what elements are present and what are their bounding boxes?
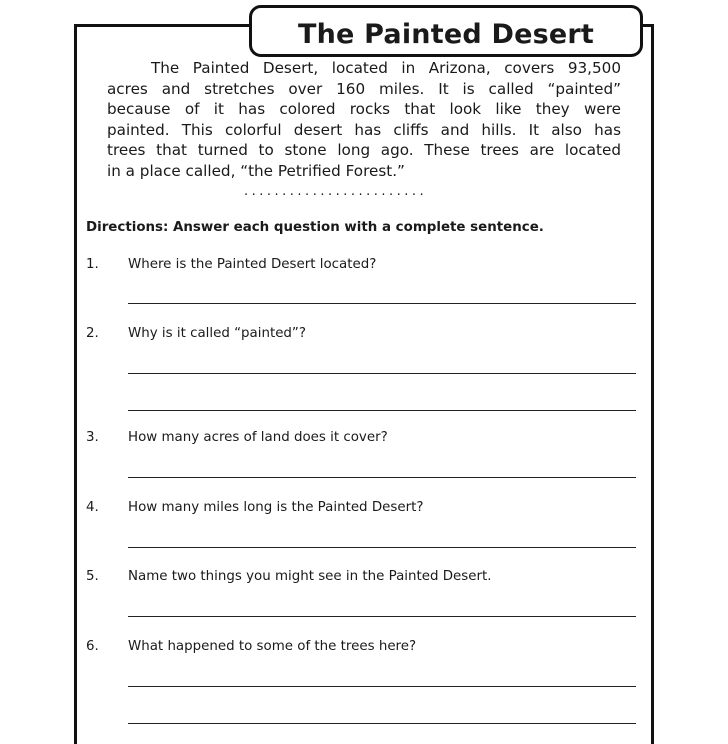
question-3 bbox=[86, 430, 388, 445]
answer-line-6a[interactable] bbox=[128, 686, 636, 687]
question-text: How many acres of land does it cover? bbox=[128, 430, 388, 445]
passage-line: trees that turned to stone long ago. These trees are located bbox=[107, 141, 621, 159]
question-number: 5. bbox=[86, 569, 99, 584]
question-text: Why is it called “painted”? bbox=[128, 326, 306, 341]
question-2 bbox=[86, 326, 306, 341]
answer-line-5[interactable] bbox=[128, 616, 636, 617]
passage-line: painted. This colorful desert has cliffs and hills. It also has bbox=[107, 120, 621, 139]
question-text: How many miles long is the Painted Desert? bbox=[128, 500, 424, 515]
passage-line: because of it has colored rocks that look like they were bbox=[107, 100, 621, 118]
answer-line-4[interactable] bbox=[128, 547, 636, 548]
passage-line: in a place called, “the Petrified Forest.” bbox=[107, 161, 405, 180]
passage-line: acres and stretches over 160 miles. It is called “painted” bbox=[107, 79, 621, 98]
reading-passage bbox=[107, 58, 621, 181]
question-number: 6. bbox=[86, 639, 99, 654]
answer-line-6b[interactable] bbox=[128, 723, 636, 724]
question-text: Name two things you might see in the Painted Desert. bbox=[128, 569, 492, 584]
question-text: What happened to some of the trees here? bbox=[128, 639, 417, 654]
worksheet-title: The Painted Desert bbox=[298, 19, 594, 50]
question-number: 1. bbox=[86, 257, 99, 272]
title-box bbox=[249, 5, 643, 57]
question-4 bbox=[86, 500, 423, 515]
answer-line-2b[interactable] bbox=[128, 410, 636, 411]
answer-line-2a[interactable] bbox=[128, 373, 636, 374]
question-6 bbox=[86, 639, 416, 654]
answer-line-3[interactable] bbox=[128, 477, 636, 478]
question-1 bbox=[86, 257, 376, 272]
passage-line: The Painted Desert, located in Arizona, covers 93,500 bbox=[151, 59, 621, 77]
directions-text: Directions: Answer each question with a complete sentence. bbox=[86, 220, 544, 235]
question-number: 3. bbox=[86, 430, 99, 445]
question-number: 4. bbox=[86, 500, 99, 515]
dotted-separator: ........................ bbox=[244, 184, 428, 199]
question-5 bbox=[86, 569, 492, 584]
answer-line-1[interactable] bbox=[128, 303, 636, 304]
question-text: Where is the Painted Desert located? bbox=[128, 257, 377, 272]
question-number: 2. bbox=[86, 326, 99, 341]
